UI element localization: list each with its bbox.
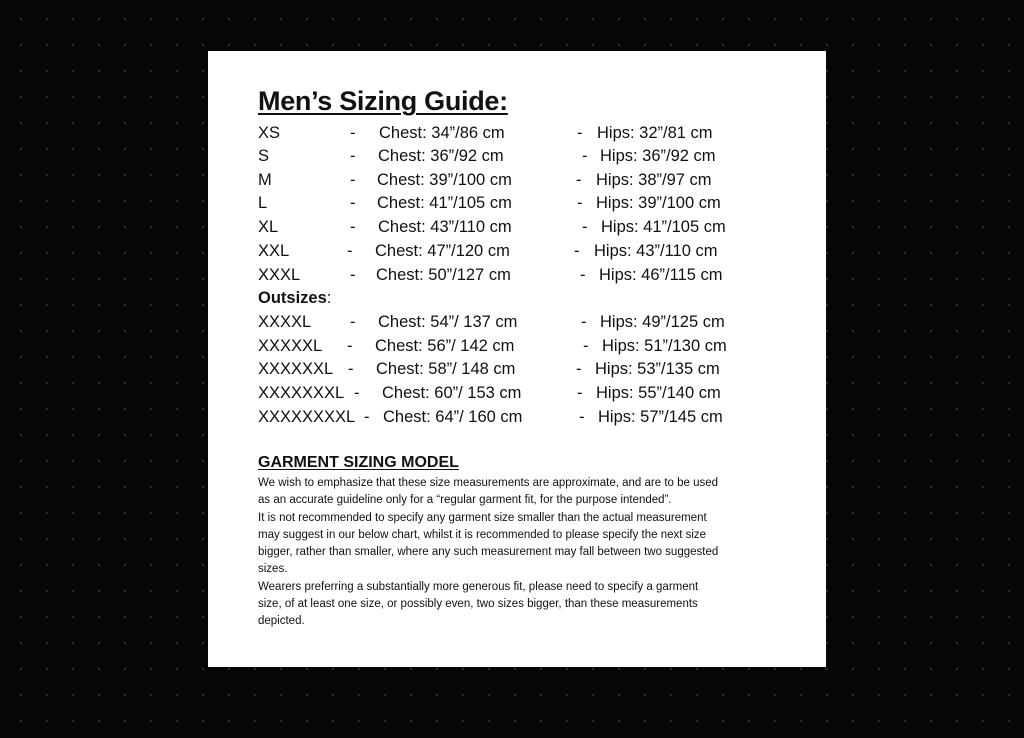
- outsizes-colon: :: [326, 289, 332, 307]
- separator: -: [583, 337, 589, 355]
- outsize-row: [258, 358, 798, 380]
- chest-measurement: Chest: 50”/127 cm: [376, 266, 511, 284]
- separator: -: [350, 147, 356, 165]
- separator: -: [577, 124, 583, 142]
- separator: -: [350, 171, 356, 189]
- hips-measurement: Hips: 46”/115 cm: [599, 266, 723, 284]
- hips-measurement: Hips: 38”/97 cm: [596, 171, 712, 189]
- chest-measurement: Chest: 36”/92 cm: [378, 147, 504, 165]
- sizing-guide-card: [208, 51, 826, 667]
- separator: -: [350, 194, 356, 212]
- section-heading: GARMENT SIZING MODEL: [258, 454, 459, 471]
- chest-measurement: Chest: 64”/ 160 cm: [383, 408, 523, 426]
- separator: -: [581, 313, 587, 331]
- size-label: XXL: [258, 242, 290, 260]
- hips-measurement: Hips: 32”/81 cm: [597, 124, 713, 142]
- size-row: [258, 240, 798, 262]
- hips-measurement: Hips: 41”/105 cm: [601, 218, 726, 236]
- chest-measurement: Chest: 34”/86 cm: [379, 124, 505, 142]
- hips-measurement: Hips: 43”/110 cm: [594, 242, 718, 260]
- hips-measurement: Hips: 57”/145 cm: [598, 408, 723, 426]
- chest-measurement: Chest: 60”/ 153 cm: [382, 384, 522, 402]
- separator: -: [576, 171, 582, 189]
- separator: -: [350, 266, 356, 284]
- outsize-row: [258, 311, 798, 333]
- separator: -: [350, 313, 356, 331]
- size-label: M: [258, 171, 272, 189]
- outsizes-label-text: Outsizes: [258, 289, 327, 307]
- outsize-row: [258, 382, 798, 404]
- paragraph-line: as an accurate guideline only for a “regular garment fit, for the purpose intended”.: [258, 494, 672, 506]
- separator: -: [347, 242, 353, 260]
- chest-measurement: Chest: 41”/105 cm: [377, 194, 512, 212]
- outsizes-label: [258, 287, 331, 309]
- separator: -: [350, 218, 356, 236]
- paragraph-line: depicted.: [258, 615, 305, 627]
- size-row: [258, 216, 798, 238]
- page-title: Men’s Sizing Guide:: [258, 86, 508, 116]
- size-label: XXXXXL: [258, 337, 323, 355]
- hips-measurement: Hips: 39”/100 cm: [596, 194, 721, 212]
- hips-measurement: Hips: 36”/92 cm: [600, 147, 716, 165]
- separator: -: [577, 384, 583, 402]
- separator: -: [576, 360, 582, 378]
- size-row: [258, 169, 798, 191]
- paragraph-line: may suggest in our below chart, whilst it is recommended to please specify the next size: [258, 529, 707, 541]
- separator: -: [350, 124, 356, 142]
- hips-measurement: Hips: 49”/125 cm: [600, 313, 725, 331]
- outsize-row: [258, 406, 798, 428]
- size-label: XXXL: [258, 266, 301, 284]
- separator: -: [354, 384, 360, 402]
- size-row: [258, 122, 798, 144]
- separator: -: [574, 242, 580, 260]
- size-label: XS: [258, 124, 281, 142]
- paragraph-line: It is not recommended to specify any garment size smaller than the actual measurement: [258, 512, 707, 524]
- paragraph-line: We wish to emphasize that these size measurements are approximate, and are to be used: [258, 477, 719, 489]
- size-label: XXXXL: [258, 313, 312, 331]
- separator: -: [582, 218, 588, 236]
- chest-measurement: Chest: 58”/ 148 cm: [376, 360, 516, 378]
- paragraph-line: size, of at least one size, or possibly even, two sizes bigger, than these measurements: [258, 598, 698, 610]
- paragraph-line: bigger, rather than smaller, where any such measurement may fall between two suggested: [258, 546, 719, 558]
- hips-measurement: Hips: 53”/135 cm: [595, 360, 720, 378]
- chest-measurement: Chest: 43”/110 cm: [378, 218, 512, 236]
- chest-measurement: Chest: 39”/100 cm: [377, 171, 512, 189]
- paragraph-line: sizes.: [258, 563, 288, 575]
- separator: -: [347, 337, 353, 355]
- separator: -: [364, 408, 370, 426]
- chest-measurement: Chest: 54”/ 137 cm: [378, 313, 518, 331]
- separator: -: [577, 194, 583, 212]
- chest-measurement: Chest: 47”/120 cm: [375, 242, 510, 260]
- outsize-row: [258, 335, 798, 357]
- size-label: XXXXXXXXL: [258, 408, 356, 426]
- separator: -: [579, 408, 585, 426]
- size-row: [258, 145, 798, 167]
- separator: -: [582, 147, 588, 165]
- separator: -: [580, 266, 586, 284]
- size-label: XL: [258, 218, 279, 236]
- paragraph-line: Wearers preferring a substantially more generous fit, please need to specify a garment: [258, 581, 699, 593]
- hips-measurement: Hips: 55”/140 cm: [596, 384, 721, 402]
- size-label: S: [258, 147, 270, 165]
- size-label: XXXXXXL: [258, 360, 334, 378]
- hips-measurement: Hips: 51”/130 cm: [602, 337, 727, 355]
- chest-measurement: Chest: 56”/ 142 cm: [375, 337, 515, 355]
- size-label: XXXXXXXL: [258, 384, 345, 402]
- size-row: [258, 192, 798, 214]
- separator: -: [348, 360, 354, 378]
- size-label: L: [258, 194, 268, 212]
- size-row: [258, 264, 798, 286]
